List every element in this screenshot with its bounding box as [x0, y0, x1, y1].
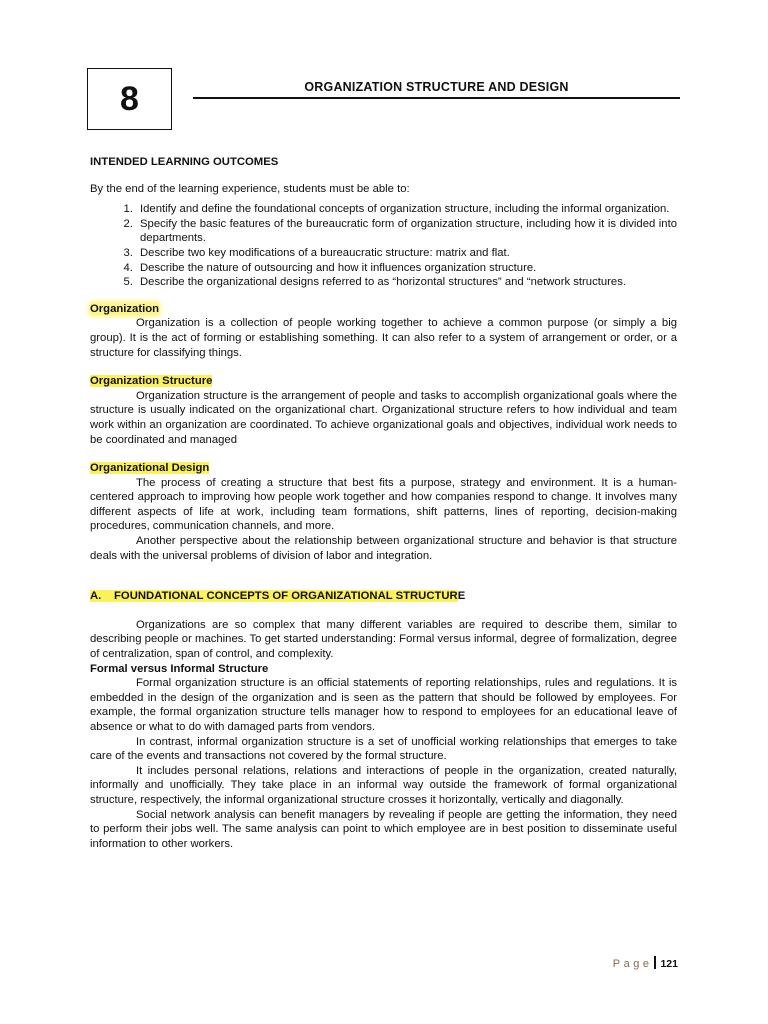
chapter-number-box: [87, 68, 172, 130]
organization-structure-text: Organization structure is the arrangement of people and tasks to accomplish organizational goals where the structure is usually indicated on the organizational chart. Organizational structure refers to how individual and team work within an organization are coordinated. To achieve organizational goals and objectives, individual work needs to be coordinated and managed: [90, 389, 677, 446]
outcomes-list: [90, 202, 677, 290]
section-a-letter: A.: [90, 590, 102, 603]
list-item: 3. Describe two key modifications of a bureaucratic structure: matrix and flat.: [136, 246, 677, 261]
informal-structure-text: In contrast, informal organization structure is a set of unofficial working relationships that emerges to take care of the events and transactions not covered by the formal structure.: [90, 735, 677, 763]
page-number: 121: [660, 958, 678, 970]
formal-informal-heading: Formal versus Informal Structure: [90, 662, 269, 675]
page-footer: [613, 956, 678, 970]
section-a-intro: Organizations are so complex that many different variables are required to describe them, similar to describing people or machines. To get started understanding: Formal versus informal, degree of formalization, degree of centralization, span of control, and complexity.: [90, 618, 677, 661]
page-content: [90, 155, 677, 851]
chapter-number: 8: [120, 79, 139, 118]
organization-heading: Organization: [90, 302, 160, 315]
list-item: 4. Describe the nature of outsourcing and how it influences organization structure.: [136, 261, 677, 276]
title-rule: [193, 97, 680, 99]
organizational-design-text-2: Another perspective about the relationship between organizational structure and behavior is that structure deals with the universal problems of division of labor and integration.: [90, 535, 677, 562]
organizational-design-text: The process of creating a structure that best fits a purpose, strategy and environment. It is a human-centered approach to improving how people work together and how companies respond to change. It involves many different aspects of life at work, including team formations, shift patterns, lines of reporting, decision-making procedures, communication channels, and more.: [90, 476, 677, 533]
list-item: 5. Describe the organizational designs referred to as “horizontal structures” and “network structures.: [136, 275, 677, 290]
organization-structure-heading: Organization Structure: [90, 375, 213, 388]
section-a-title: FOUNDATIONAL CONCEPTS OF ORGANIZATIONAL STRUCTUR: [114, 590, 458, 603]
section-a-heading: [90, 589, 677, 604]
chapter-title: ORGANIZATION STRUCTURE AND DESIGN: [304, 80, 569, 94]
footer-divider: [654, 956, 656, 969]
organization-text: Organization is a collection of people working together to achieve a common purpose (or simply a big group). It is the act of forming or establishing something. It can also refer to a system of arrangement or order, or a structure for classifying things.: [90, 317, 677, 359]
ilo-heading: INTENDED LEARNING OUTCOMES: [90, 156, 279, 168]
organizational-design-heading: Organizational Design: [90, 462, 210, 475]
social-network-text: Social network analysis can benefit managers by revealing if people are getting the information, they need to perform their jobs well. The same analysis can point to which employee are in best position to disseminate useful information to other workers.: [90, 808, 677, 850]
formal-structure-text: Formal organization structure is an official statements of reporting relationships, rules and regulations. It is embedded in the design of the organization and is seen as the pattern that should be followed by employees. For example, the formal organization structure tells manager how to respond to employees for an educational leave of absence or what to do with damaged parts from vendors.: [90, 677, 677, 733]
list-item: 2. Specify the basic features of the bureaucratic form of organization structure, including how it is divided into departments.: [136, 217, 677, 246]
list-item: 1. Identify and define the foundational concepts of organization structure, including the informal organization.: [136, 202, 677, 217]
ilo-intro: By the end of the learning experience, students must be able to:: [90, 182, 410, 195]
page-label: Page: [612, 958, 653, 970]
informal-relations-text: It includes personal relations, relations and interactions of people in the organization, created naturally, informally and unofficially. They take place in an informal way outside the framework of formal organizational structure, respectively, the informal organizational structure crosses it horizontally, vertically and diagonally.: [90, 764, 677, 806]
section-a-title-tail: E: [457, 590, 466, 603]
